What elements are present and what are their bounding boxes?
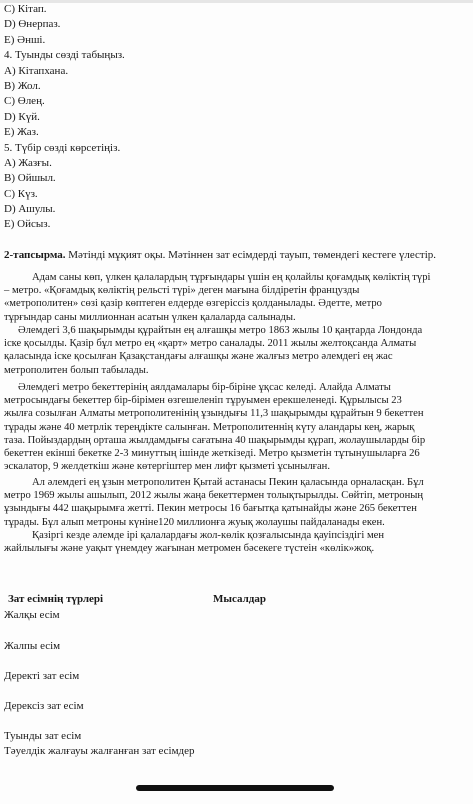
quiz-line: E) Ойсыз. [4,218,51,231]
task-label: 2-тапсырма. [4,249,66,261]
text-line: тұрады және 40 метрлік тереңдікте салынған. Метрополитеннің күту аландары кең, жарық [4,421,415,433]
text-line: Қазіргі кезде әлемде ірі қалалардағы жол-көлік қозғалысында қауіпсіздігі мен [32,530,385,541]
text-line: тұрады. Бұл алып метроны күніне120 миллионға жуық жолаушы пайдаланады екен. [4,516,385,528]
text-line: жайлылығы және уақыт үнемдеу жағынан метромен бәсекеге түстеін «көлік»жоқ. [4,543,375,555]
table-row-label: Туынды зат есім [4,730,82,742]
quiz-line: B) Ойшыл. [4,172,56,185]
table-row-label: Жалқы есім [4,609,60,621]
quiz-line: D) Өнерпаз. [4,18,61,31]
text-line: Адам саны көп, үлкен қалалардың тұрғындары үшін ең қолайлы қоғамдық көліктің түрі [32,272,431,283]
paragraph-3 [4,381,473,473]
task-instruction: Мәтінді мұқият оқы. Мәтіннен зат есімдерді тауып, төмендегі кестеге үлестір. [65,249,437,261]
text-line: Ал әлемдегі ең ұзын метрополитен Қытай астанасы Пекин қаласында орналасқан. Бұл [32,477,424,488]
text-line: Әлемдегі 3,6 шақырымды құрайтын ең алғашқы метро 1863 жылы 10 қаңтарда Лондонда [18,325,423,336]
home-indicator-bar[interactable] [136,785,334,791]
quiz-line: A) Жазғы. [4,156,52,169]
quiz-line: C) Күз. [4,187,38,200]
quiz-options [4,2,125,233]
quiz-line: C) Кітап. [4,3,47,15]
text-line: «метрополитен» сөзі қазір көптеген елдерде өзгеріссіз қолданылады. Әдетте, метро [4,298,382,310]
paragraph-2 [4,324,473,377]
paragraph-5 [4,529,473,555]
table-row-label: Деректі зат есім [4,670,80,682]
text-line: тұрғындар саны миллионнан асатын үлкен қалаларда салынады. [4,311,296,323]
text-line: бекеттен екінші бекетке 2-3 минуттың ішінде жеткізеді. Метро қызметін тұтынушыларға 26 [4,447,420,459]
text-line: іске қосылды. Қазір бұл метро ең «қарт» метро саналады. 2011 жылы желтоқсанда Алматы [4,338,417,350]
quiz-line: A) Кітапхана. [4,64,69,77]
quiz-line: D) Ашулы. [4,203,56,216]
quiz-line: D) Күй. [4,110,40,123]
task-heading [4,249,436,261]
paragraph-1 [4,271,473,324]
text-line: эскалатор, 9 желдеткіш және көтергіштер мен лифт қызметі ұсынылған. [4,461,330,473]
text-line: метросындағы бекеттер бір-бірімен өзгешеленіп тұруымен ерекшеленеді. Құрылысы 23 [4,395,402,407]
text-line: метрополитен болып табылады. [4,364,149,376]
quiz-line: E) Әнші. [4,33,46,46]
text-line: қаласында іске қосылған Қазақстандағы алғашқы және жалғыз метро әлемдегі ең жас [4,351,393,363]
table-row-label: Жалпы есім [4,640,61,652]
paragraph-4 [4,476,473,529]
text-line: таза. Пойыздардың орташа жылдамдығы сағатына 40 шақырымды құрап, жолаушыларды бір [4,434,426,446]
text-line: Әлемдегі метро бекеттерінің аялдамалары бір-біріне ұқсас келеді. Алайда Алматы [18,382,391,393]
quiz-line: B) Жол. [4,79,41,92]
quiz-question: 5. Түбір сөзді көрсетіңіз. [4,141,121,154]
table-row-label: Дерексіз зат есім [4,700,84,712]
quiz-line: C) Өлең. [4,95,45,108]
text-line: жылға созылған Алматы метрополитенінің ұзындығы 11,3 шақырымды құрайтын 9 бекеттен [4,408,424,420]
quiz-line: E) Жаз. [4,126,39,139]
text-line: – метро. «Қоғамдық көліктің рельсті түрі» деген мағына білдіретін французды [4,285,360,297]
text-line: ұзындығы 442 шақырымға жетті. Пекин метросы 16 бағытқа қатынайды және 265 бекеттен [4,503,417,515]
quiz-question: 4. Туынды сөзді табыңыз. [4,49,125,62]
table-header-examples: Мысалдар [213,593,266,605]
table-row-label: Тәуелдік жалғауы жалғанған зат есімдер [4,745,195,757]
table-header-types: Зат есімнің түрлері [8,593,104,605]
text-line: метро 1969 жылы ашылып, 2012 жылы жаңа бекеттермен толықтырылды. Сөйтіп, метроның [4,490,424,502]
